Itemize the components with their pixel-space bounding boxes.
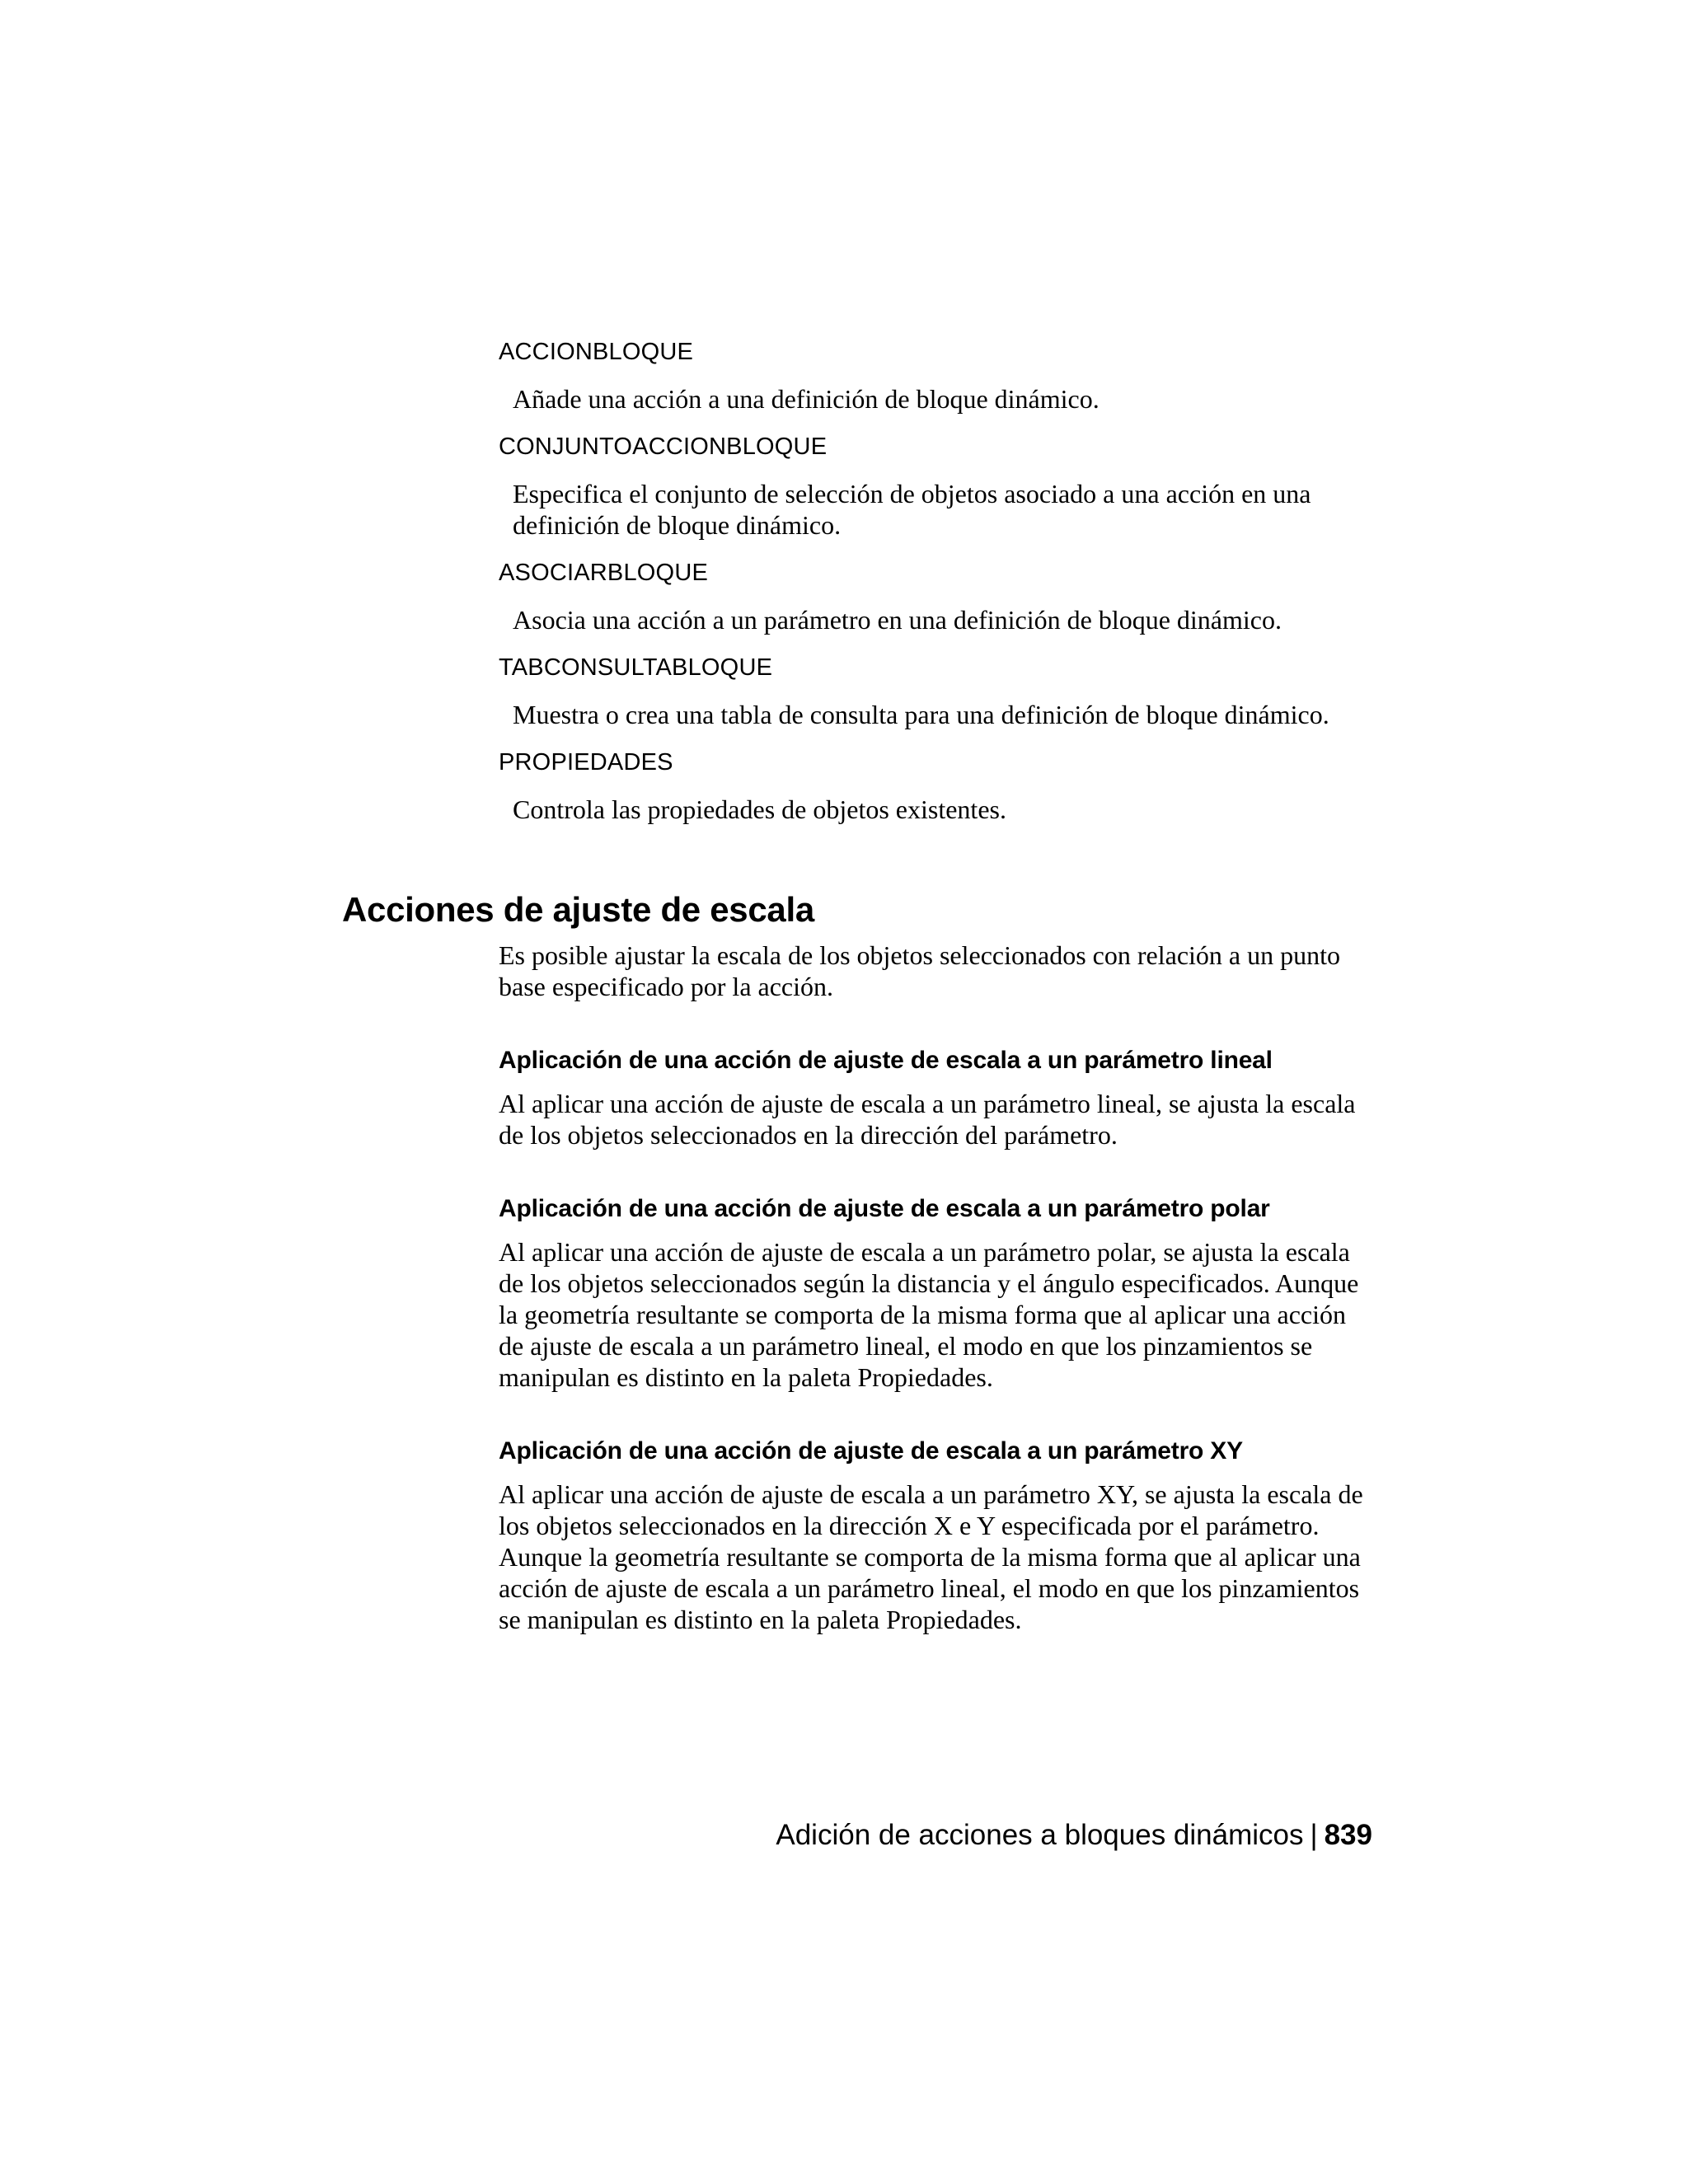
command-name: CONJUNTOACCIONBLOQUE bbox=[499, 434, 828, 460]
subsection-body-xy: Al aplicar una acción de ajuste de escala a un parámetro XY, se ajusta la escala de los objetos seleccionados en la dirección X e Y especificada por el parámetro. Aunque la geometría resultante se comporta de la misma forma que al aplicar una acción de ajuste de escala a un parámetro lineal, el modo en que los pinzamientos se manipulan es distinto en la paleta Propiedades. bbox=[499, 1479, 1363, 1634]
section-body bbox=[499, 940, 1376, 1635]
command-name: ASOCIARBLOQUE bbox=[499, 560, 708, 586]
page-number: 839 bbox=[1324, 1819, 1372, 1851]
footer-chapter-title: Adición de acciones a bloques dinámicos bbox=[776, 1819, 1304, 1851]
page-footer bbox=[776, 1817, 1372, 1854]
section-intro: Es posible ajustar la escala de los objetos seleccionados con relación a un punto base especificado por la acción. bbox=[499, 940, 1341, 1001]
command-description: Controla las propiedades de objetos existentes. bbox=[513, 794, 1006, 824]
command-description: Especifica el conjunto de selección de objetos asociado a una acción en una definición de bloque dinámico. bbox=[513, 479, 1311, 540]
footer-separator: | bbox=[1310, 1819, 1318, 1851]
command-name: TABCONSULTABLOQUE bbox=[499, 654, 773, 681]
command-description: Muestra o crea una tabla de consulta para una definición de bloque dinámico. bbox=[513, 700, 1329, 729]
subsection-body-polar: Al aplicar una acción de ajuste de escala a un parámetro polar, se ajusta la escala de los objetos seleccionados según la distancia y el ángulo especificados. Aunque la geometría resultante se comporta de la misma forma que al aplicar una acción de ajuste de escala a un parámetro lineal, el modo en que los pinzamientos se manipulan es distinto en la paleta Propiedades. bbox=[499, 1237, 1359, 1392]
subsection-body-linear: Al aplicar una acción de ajuste de escala a un parámetro lineal, se ajusta la escala de los objetos seleccionados en la dirección del parámetro. bbox=[499, 1089, 1356, 1150]
command-description: Asocia una acción a un parámetro en una definición de bloque dinámico. bbox=[513, 605, 1282, 635]
subsection-heading-polar: Aplicación de una acción de ajuste de escala a un parámetro polar bbox=[499, 1195, 1270, 1222]
command-name: ACCIONBLOQUE bbox=[499, 339, 694, 365]
command-name: PROPIEDADES bbox=[499, 749, 673, 776]
command-description: Añade una acción a una definición de bloque dinámico. bbox=[513, 384, 1100, 414]
command-list bbox=[499, 336, 1372, 841]
section-title: Acciones de ajuste de escala bbox=[342, 890, 814, 929]
subsection-heading-linear: Aplicación de una acción de ajuste de escala a un parámetro lineal bbox=[499, 1047, 1273, 1074]
subsection-heading-xy: Aplicación de una acción de ajuste de escala a un parámetro XY bbox=[499, 1437, 1243, 1465]
